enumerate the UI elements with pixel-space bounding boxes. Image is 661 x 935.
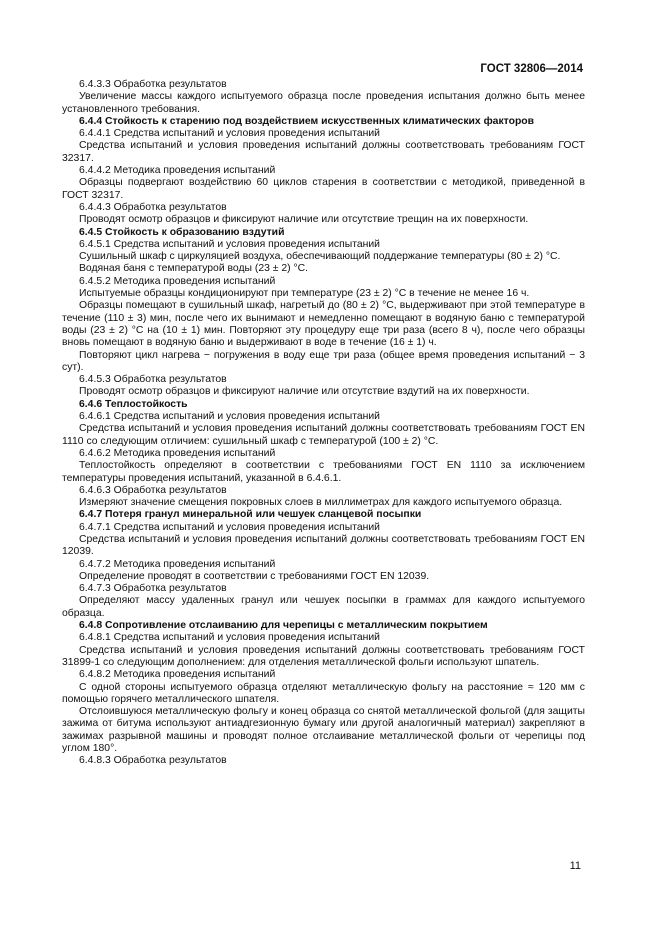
subsection-heading: 6.4.4.3 Обработка результатов (79, 201, 227, 213)
subsection-heading: 6.4.7.3 Обработка результатов (79, 583, 227, 595)
subsection-heading: 6.4.6.1 Средства испытаний и условия проведения испытаний (79, 411, 380, 423)
body-paragraph: С одной стороны испытуемого образца отделяют металлическую фольгу на расстояние ≈ 120 мм с помощью горячего металлического шпателя. (62, 681, 585, 705)
section-heading: 6.4.5 Стойкость к образованию вздутий (79, 226, 285, 238)
body-paragraph: Определение проводят в соответствии с требованиями ГОСТ EN 12039. (79, 570, 430, 582)
document-body (62, 79, 585, 768)
subsection-heading: 6.4.5.3 Обработка результатов (79, 374, 227, 386)
body-paragraph: Проводят осмотр образцов и фиксируют наличие или отсутствие вздутий на их поверхности. (79, 386, 530, 398)
body-paragraph: Увеличение массы каждого испытуемого образца после проведения испытания должно быть менее установленного требования. (62, 91, 585, 115)
subsection-heading: 6.4.8.1 Средства испытаний и условия проведения испытаний (79, 632, 380, 644)
body-paragraph: Теплостойкость определяют в соответствии с требованиями ГОСТ EN 1110 за исключением температуры проведения испытаний, указанной в 6.4.6.1. (62, 460, 585, 484)
subsection-heading: 6.4.7.1 Средства испытаний и условия проведения испытаний (79, 521, 380, 533)
subsection-heading: 6.4.8.2 Методика проведения испытаний (79, 669, 276, 681)
body-paragraph: Образцы подвергают воздействию 60 циклов старения в соответствии с методикой, приведенной в ГОСТ 32317. (62, 177, 585, 201)
section-heading: 6.4.6 Теплостойкость (79, 398, 188, 410)
body-paragraph: Проводят осмотр образцов и фиксируют наличие или отсутствие трещин на их поверхности. (79, 214, 529, 226)
document-code: ГОСТ 32806—2014 (480, 63, 583, 75)
body-paragraph: Средства испытаний и условия проведения испытаний должны соответствовать требованиям ГОСТ 31899-1 со следующим дополнением: для отделения металлической фольги используют шпатель. (62, 644, 585, 668)
subsection-heading: 6.4.4.2 Методика проведения испытаний (79, 165, 276, 177)
section-heading: 6.4.8 Сопротивление отслаиванию для черепицы с металлическим покрытием (79, 620, 488, 632)
subsection-heading: 6.4.6.3 Обработка результатов (79, 484, 227, 496)
subsection-heading: 6.4.5.1 Средства испытаний и условия проведения испытаний (79, 238, 380, 250)
body-paragraph: Измеряют значение смещения покровных слоев в миллиметрах для каждого испытуемого образца. (79, 497, 563, 509)
subsection-heading: 6.4.4.1 Средства испытаний и условия проведения испытаний (79, 128, 380, 140)
subsection-heading: 6.4.8.3 Обработка результатов (79, 755, 227, 767)
body-paragraph: Отслоившуюся металлическую фольгу и конец образца со снятой металлической фольгой (для защиты зажима от битума используют антиадгезионную бумагу или другой аналогичный материал) закрепляют в зажимах разрывной машины и проводят полное отслаивание металлической фольги от черепицы под углом 180°. (62, 706, 585, 755)
page-number: 11 (569, 860, 581, 872)
section-heading: 6.4.4 Стойкость к старению под воздействием искусственных климатических факторов (79, 115, 535, 127)
body-paragraph: Водяная баня с температурой воды (23 ± 2) °С. (79, 263, 309, 275)
section-heading: 6.4.7 Потеря гранул минеральной или чешуек сланцевой посыпки (79, 509, 422, 521)
body-paragraph: Сушильный шкаф с циркуляцией воздуха, обеспечивающий поддержание температуры (80 ± 2) °С. (79, 251, 561, 263)
subsection-heading: 6.4.5.2 Методика проведения испытаний (79, 275, 276, 287)
subsection-heading: 6.4.3.3 Обработка результатов (79, 79, 227, 90)
body-paragraph: Повторяют цикл нагрева − погружения в воду еще три раза (общее время проведения испытаний − 3 сут). (62, 349, 585, 373)
body-paragraph: Испытуемые образцы кондиционируют при температуре (23 ± 2) °С в течение не менее 16 ч. (79, 288, 530, 300)
subsection-heading: 6.4.6.2 Методика проведения испытаний (79, 447, 276, 459)
body-paragraph: Образцы помещают в сушильный шкаф, нагретый до (80 ± 2) °С, выдерживают при этой температуре в течение (110 ± 3) мин, после чего их вынимают и немедленно помещают в водяную баню с температурой воды (23 ± 2) °С на (10 ± 1) мин. Повторяют эту процедуру еще три раза (всего 8 ч), после чего образцы вновь помещают в водяную баню и выдерживают в воде в течение (16 ± 1) ч. (62, 300, 585, 349)
subsection-heading: 6.4.7.2 Методика проведения испытаний (79, 558, 276, 570)
body-paragraph: Средства испытаний и условия проведения испытаний должны соответствовать требованиям ГОСТ 32317. (62, 140, 585, 164)
body-paragraph: Средства испытаний и условия проведения испытаний должны соответствовать требованиям ГОСТ EN 12039. (62, 533, 585, 558)
body-paragraph: Средства испытаний и условия проведения испытаний должны соответствовать требованиям ГОСТ EN 1110 со следующим отличием: сушильный шкаф с температурой (100 ± 2) °С. (62, 423, 585, 447)
body-paragraph: Определяют массу удаленных гранул или чешуек посыпки в граммах для каждого испытуемого образца. (62, 595, 585, 619)
